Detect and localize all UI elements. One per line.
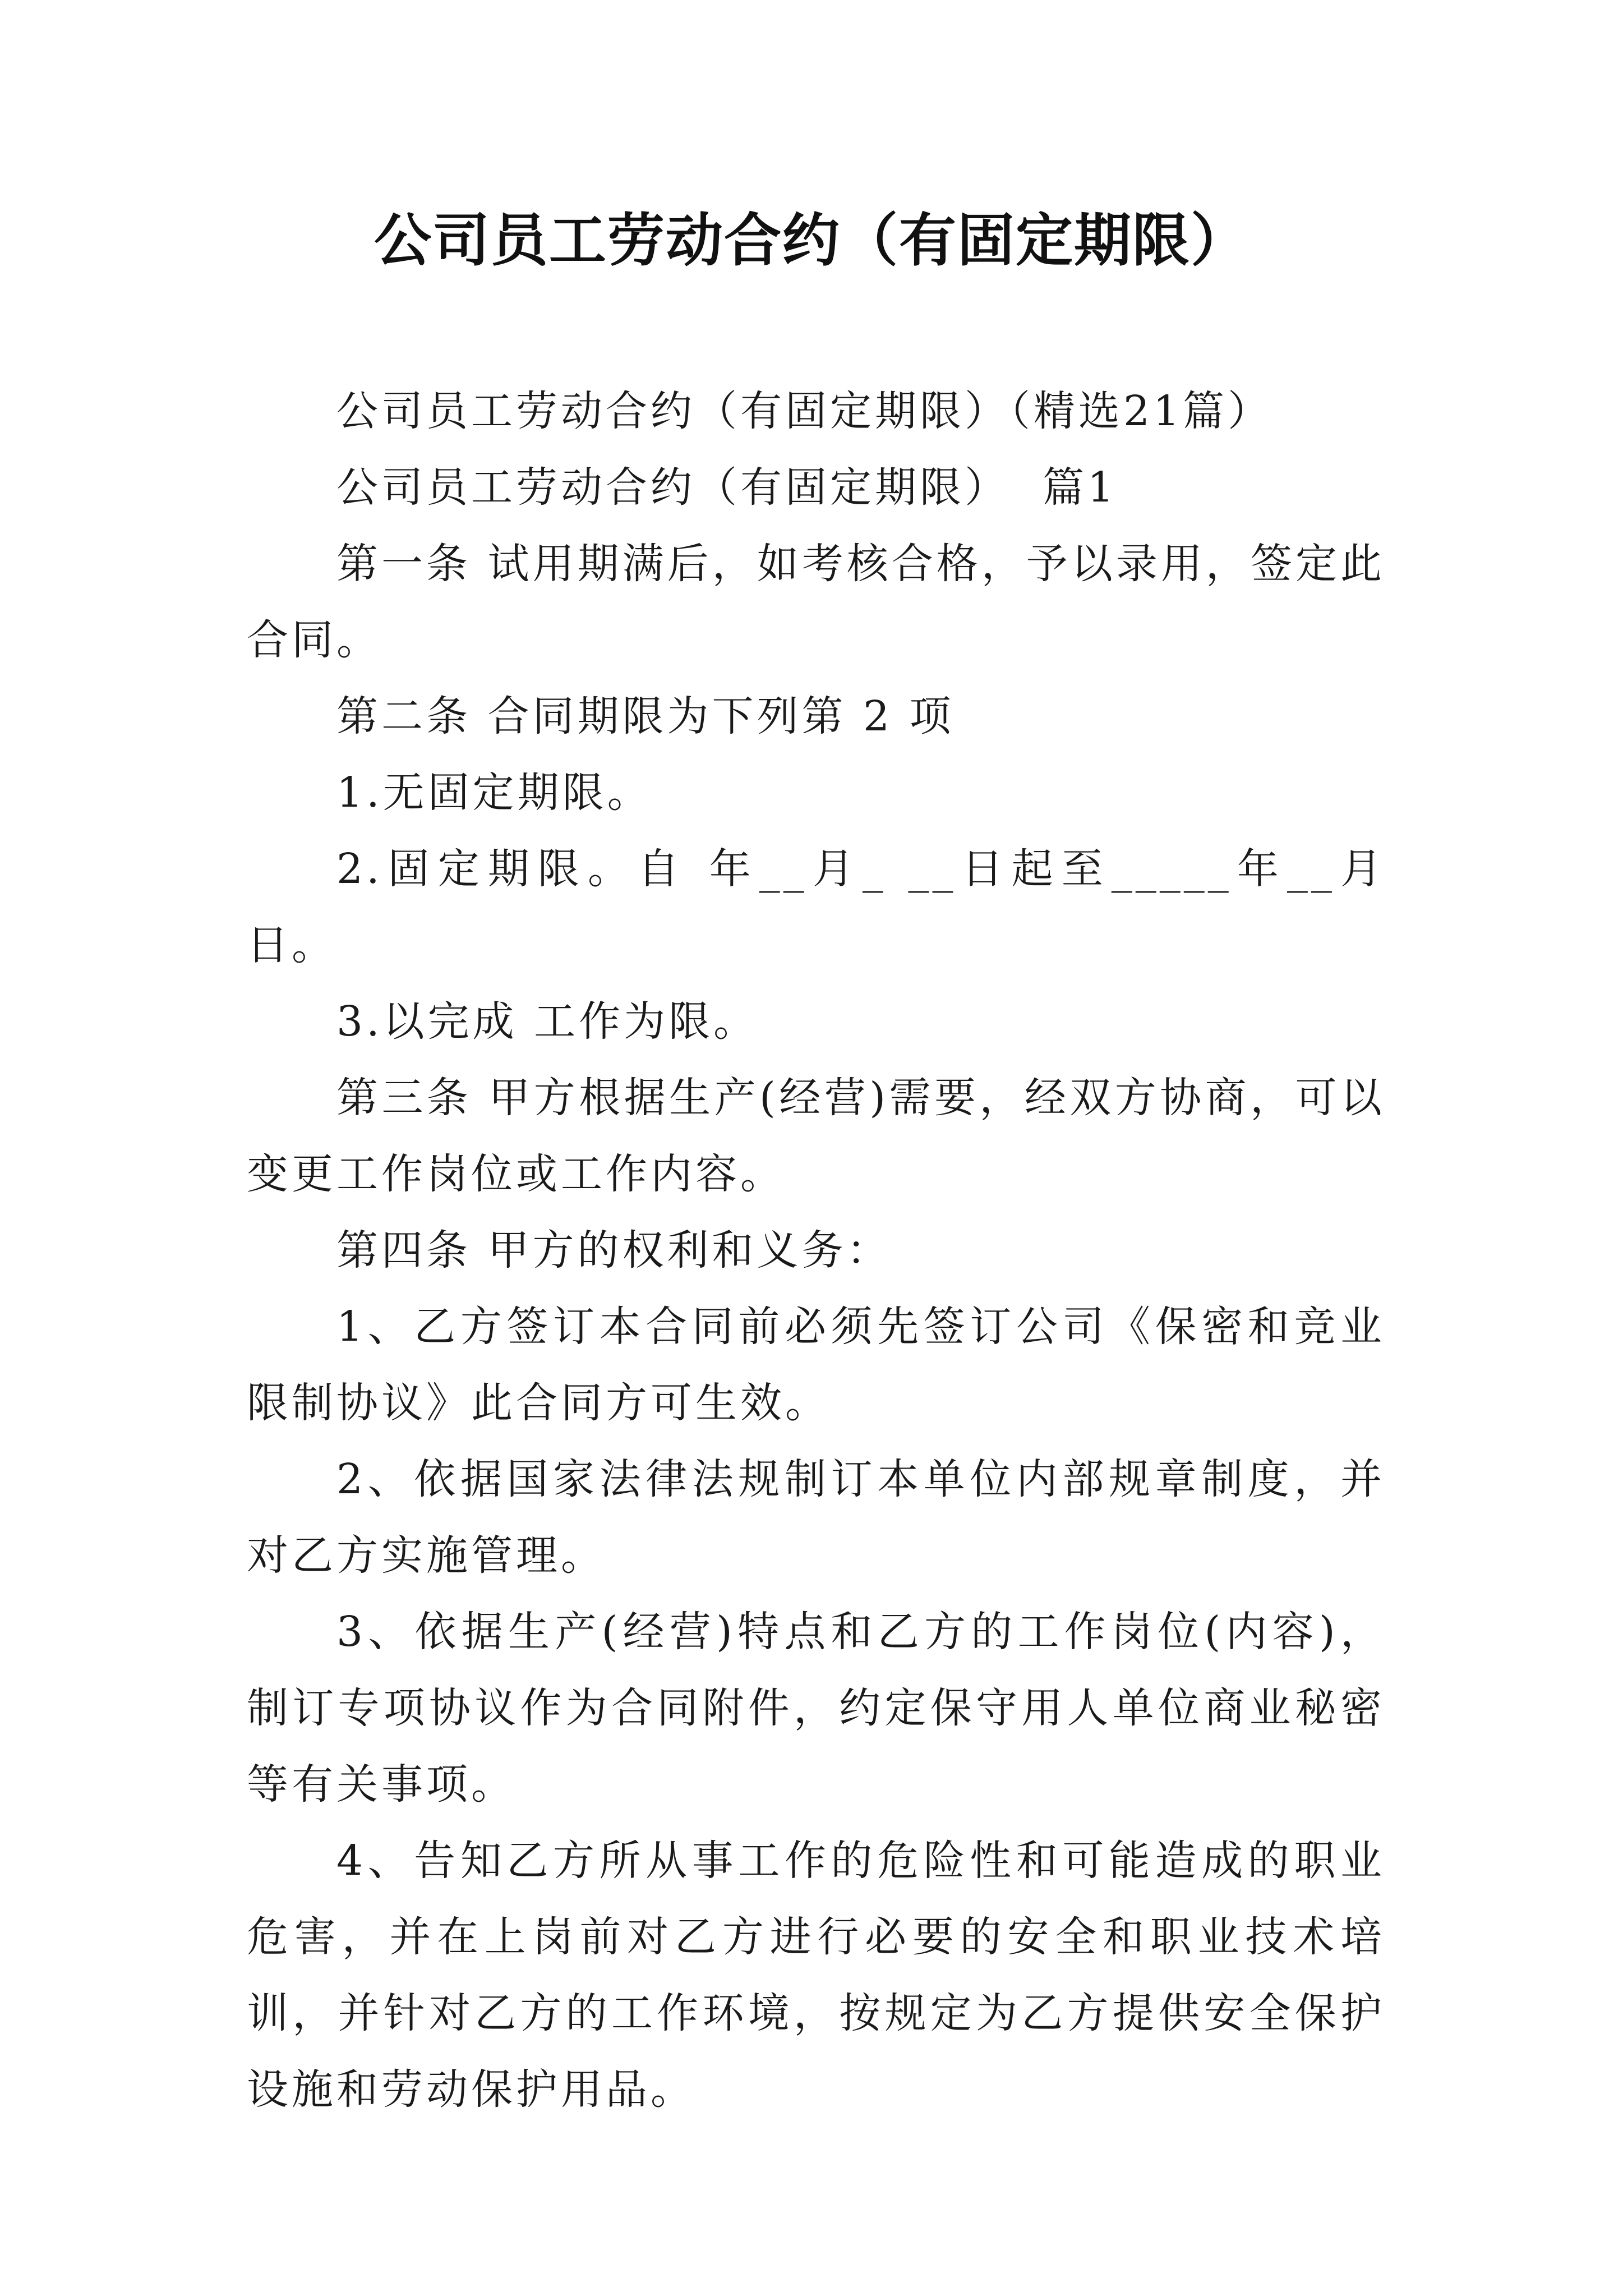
paragraph-clause-2-item-3: 3.以完成 工作为限。 xyxy=(336,997,759,1046)
paragraph-clause-4: 第四条 甲方的权利和义务： xyxy=(336,1226,892,1274)
paragraph-clause-4-item-4: 4、告知乙方所从事工作的危险性和可能造成的职业危害，并在上岗前对乙方进行必要的安全和职业技术培训，并针对乙方的工作环境，按规定为乙方提供安全保护设施和劳动保护用品。 xyxy=(247,1837,1385,2114)
paragraph-clause-3: 第三条 甲方根据生产(经营)需要，经双方协商，可以变更工作岗位或工作内容。 xyxy=(247,1074,1385,1198)
paragraph-clause-4-item-3: 3、依据生产(经营)特点和乙方的工作岗位(内容)，制订专项协议作为合同附件，约定保守用人单位商业秘密等有关事项。 xyxy=(247,1608,1385,1809)
paragraph-clause-4-item-2: 2、依据国家法律法规制订本单位内部规章制度，并对乙方实施管理。 xyxy=(247,1455,1385,1580)
paragraph-clause-2-item-2: 2.固定期限。自 年__月_ __日起至_____年__月 日。 xyxy=(247,845,1402,969)
paragraph-article-heading: 公司员工劳动合约（有固定期限） 篇1 xyxy=(336,463,1118,512)
paragraph-clause-1: 第一条 试用期满后，如考核合格，予以录用，签定此合同。 xyxy=(247,540,1385,664)
paragraph-clause-2-item-1: 1.无固定期限。 xyxy=(336,769,652,817)
paragraph-collection-heading: 公司员工劳动合约（有固定期限）（精选21篇） xyxy=(336,387,1273,435)
paragraph-clause-4-item-1: 1、乙方签订本合同前必须先签订公司《保密和竞业限制协议》此合同方可生效。 xyxy=(247,1303,1385,1427)
document-body xyxy=(247,373,1402,2128)
paragraph-clause-2: 第二条 合同期限为下列第 2 项 xyxy=(336,692,955,740)
document-title: 公司员工劳动合约（有固定期限） xyxy=(374,208,1249,274)
